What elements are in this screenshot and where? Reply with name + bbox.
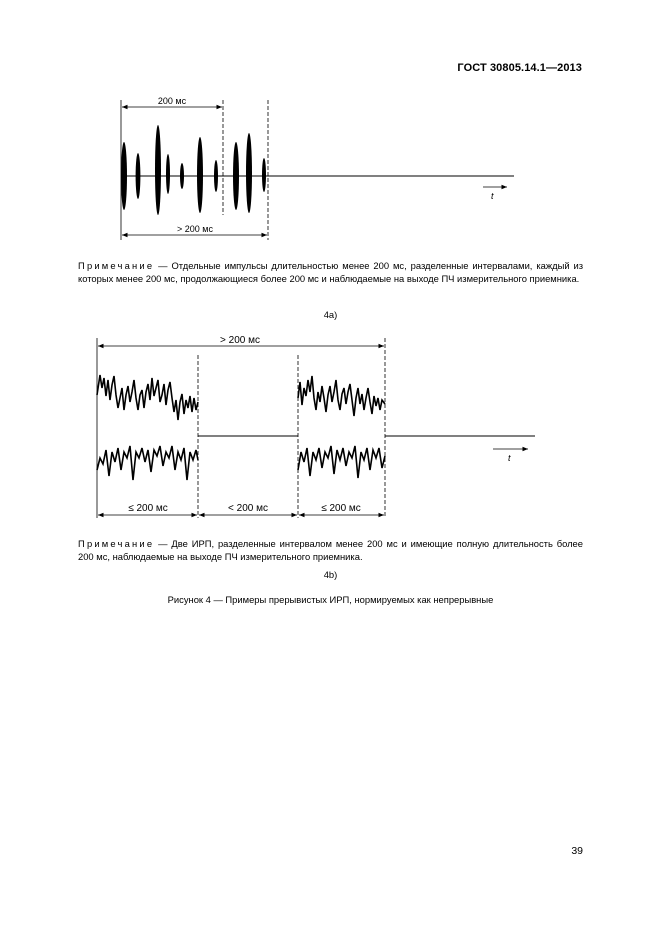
note-4b-lead: Примечание	[78, 538, 155, 549]
top-dimension-label: > 200 мс	[220, 335, 260, 346]
figure-4b	[97, 335, 535, 518]
time-axis-label: t	[491, 191, 494, 201]
bottom-dimension-label-3: ≤ 200 мс	[321, 503, 361, 514]
note-4a-text: — Отдельные импульсы длительностью менее 200 мс, разделенные интервалами, каждый из которых менее 200 мс, продолжающиеся более 200 мс и наблюдаемые на выходе ПЧ измерительного приемника.	[78, 260, 583, 284]
noise-trace-lower-2	[298, 446, 385, 478]
bottom-dimension-label-1: ≤ 200 мс	[128, 503, 168, 514]
caption-4b: 4b)	[323, 569, 338, 580]
bottom-dimension-label-2: < 200 мс	[228, 503, 268, 514]
page-number: 39	[571, 845, 583, 857]
time-axis-label: t	[508, 453, 511, 463]
noise-trace-upper-2	[298, 376, 385, 416]
top-dimension-label: 200 мс	[157, 96, 187, 106]
caption-4a: 4а)	[323, 309, 338, 320]
figure-title: Рисунок 4 — Примеры прерывистых ИРП, нормируемых как непрерывные	[167, 594, 494, 605]
note-4a-lead: Примечание	[78, 260, 155, 271]
note-4b	[78, 537, 583, 563]
pulse-bursts	[121, 125, 266, 215]
noise-trace-lower-1	[97, 446, 198, 480]
noise-trace-upper-1	[97, 375, 198, 420]
note-4b-text: — Две ИРП, разделенные интервалом менее 200 мс и имеющие полную длительность более 200 мс, наблюдаемые на выходе ПЧ измерительного приемника.	[78, 538, 583, 562]
figure-4a	[121, 96, 514, 240]
note-4a	[78, 259, 583, 285]
document-code: ГОСТ 30805.14.1—2013	[457, 62, 582, 74]
bottom-dimension-label: > 200 мс	[177, 224, 213, 234]
